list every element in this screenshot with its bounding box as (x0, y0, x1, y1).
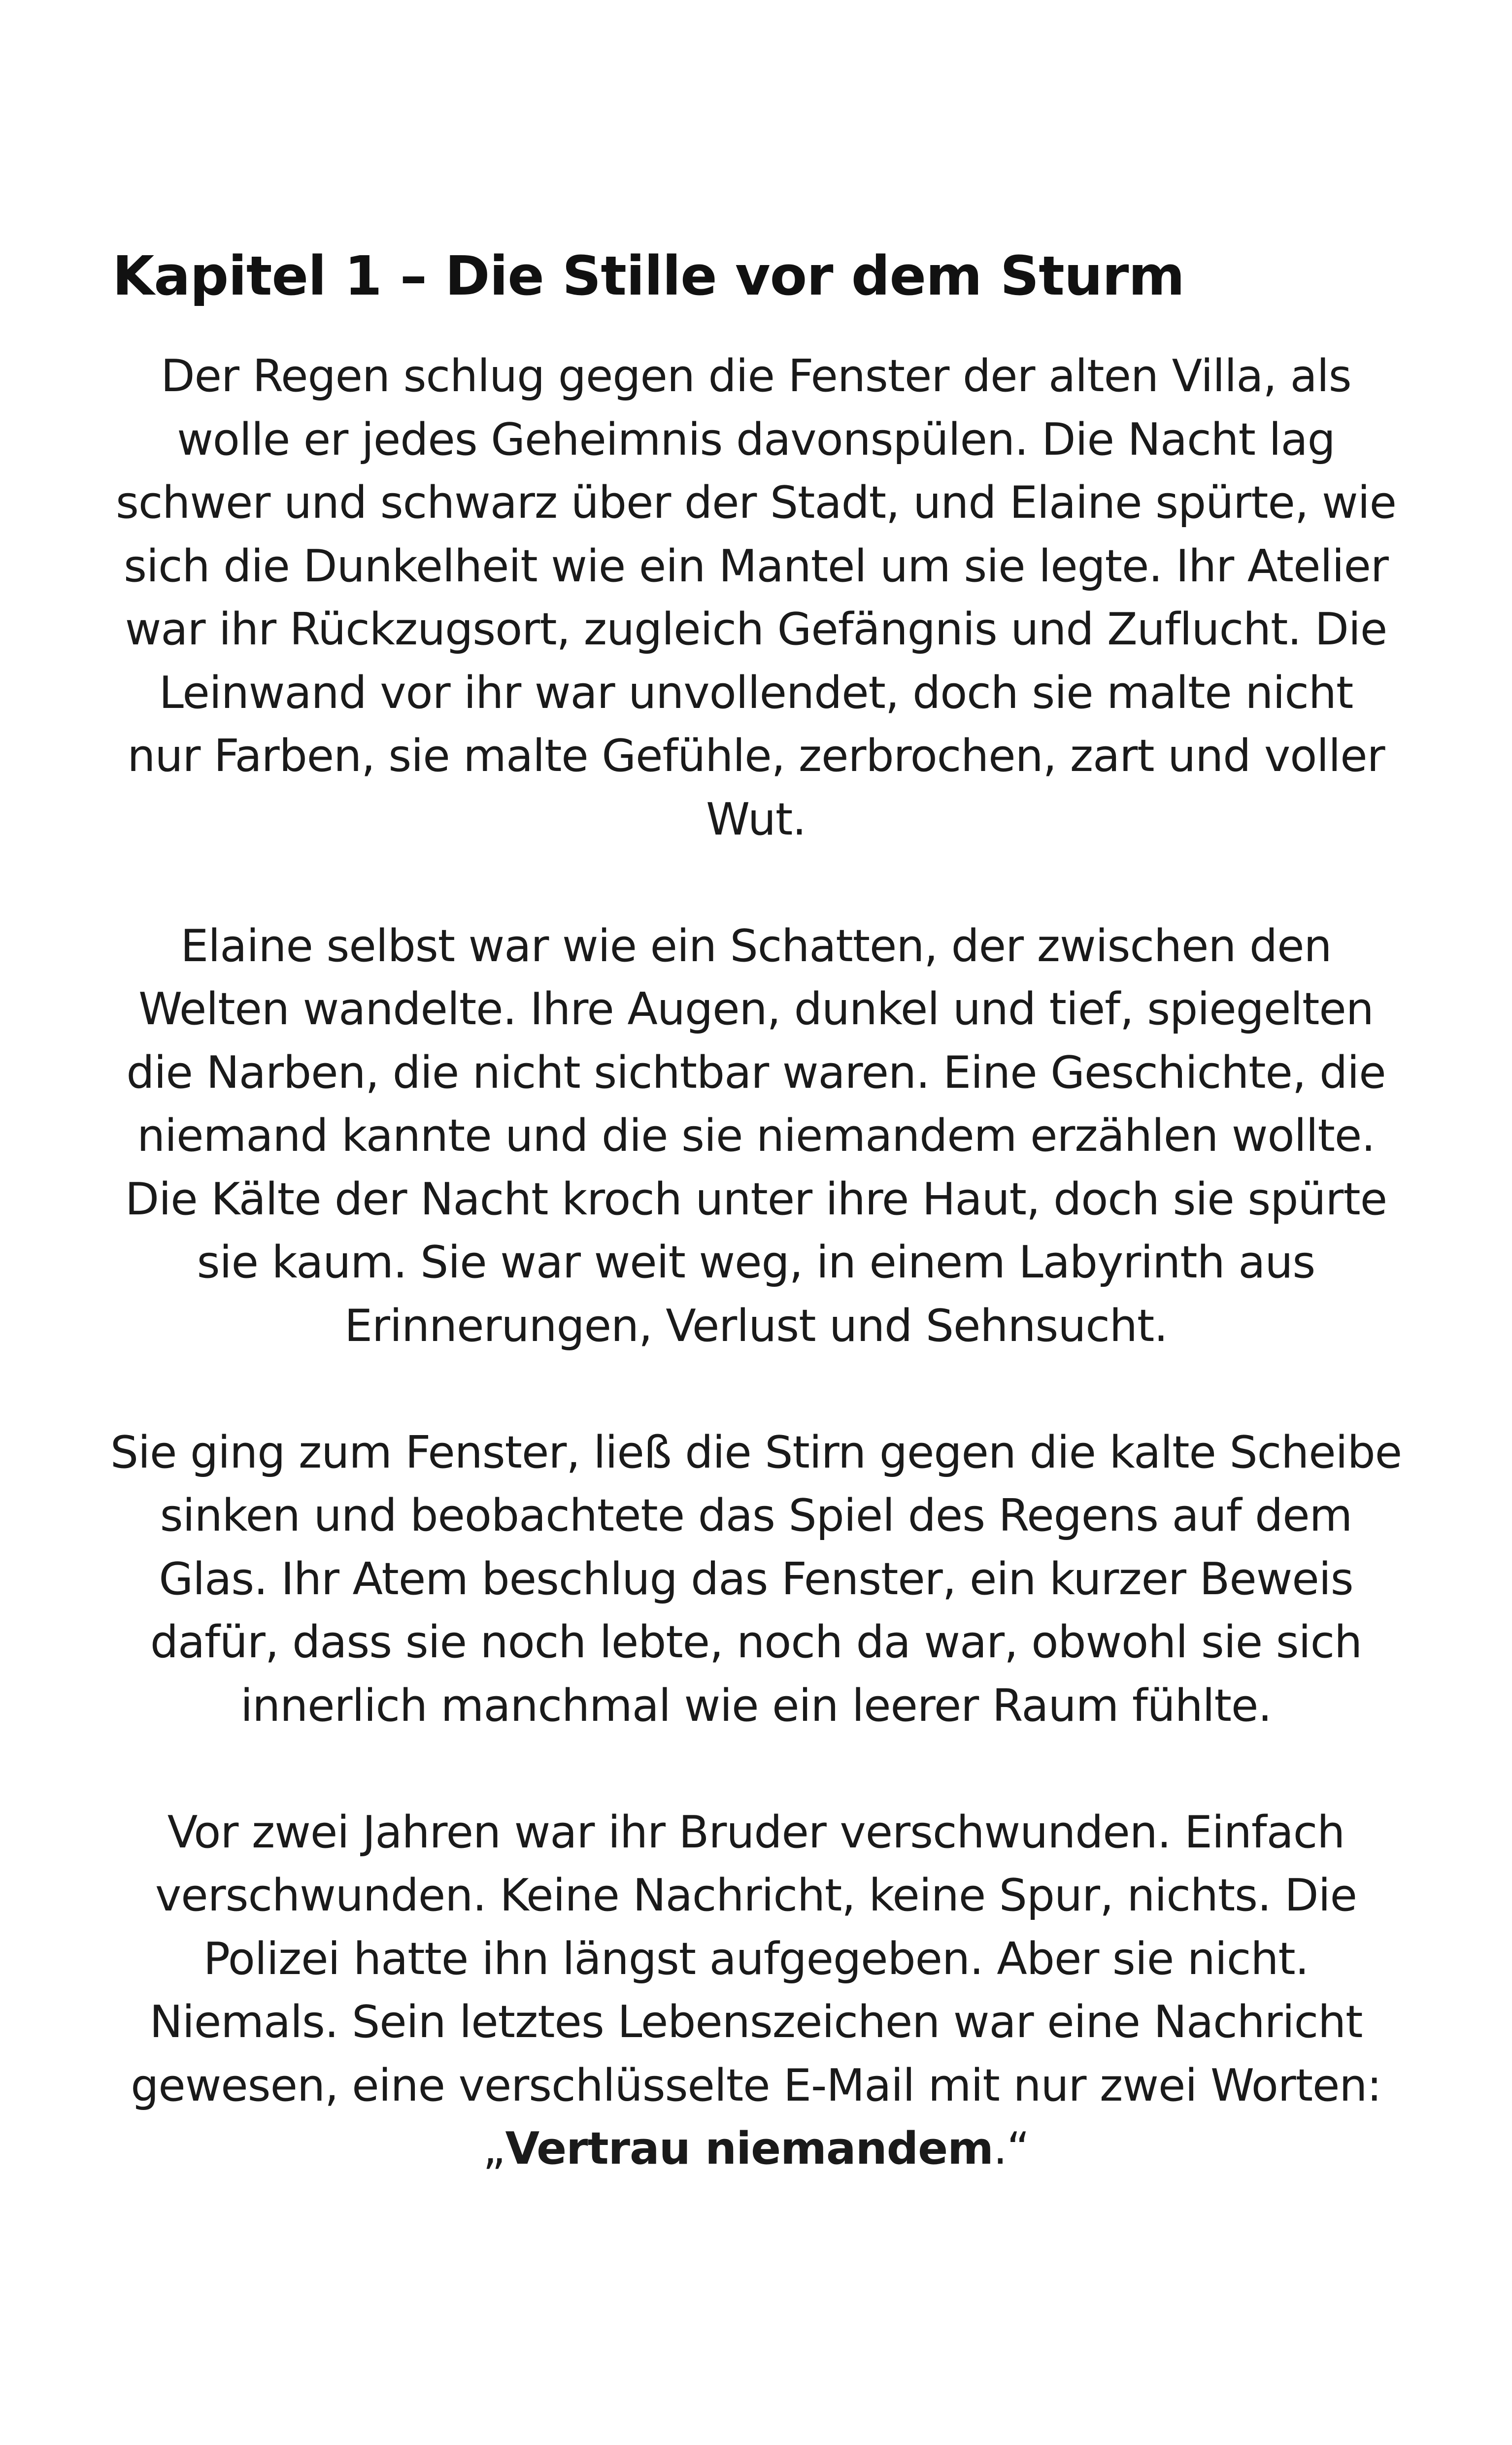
text-line: schwer und schwarz über der Stadt, und Elaine spürte, wie (115, 477, 1397, 529)
text-line: sich die Dunkelheit wie ein Mantel um sie legte. Ihr Atelier (124, 540, 1388, 592)
text-line: dafür, dass sie noch lebte, noch da war, obwohl sie sich (150, 1616, 1362, 1668)
text-line: wolle er jedes Geheimnis davonspülen. Die Nacht lag (177, 413, 1335, 466)
text-line: Vor zwei Jahren war ihr Bruder verschwunden. Einfach (167, 1806, 1345, 1858)
open-quote: „ (482, 2123, 505, 2175)
paragraph (99, 345, 1413, 851)
text-line: Der Regen schlug gegen die Fenster der alten Villa, als (161, 350, 1351, 402)
text-line: Leinwand vor ihr war unvollendet, doch sie malte nicht (159, 667, 1353, 719)
text-line: sie kaum. Sie war weit weg, in einem Labyrinth aus (197, 1237, 1315, 1288)
chapter-title: Kapitel 1 – Die Stille vor dem Sturm (112, 244, 1185, 307)
paragraph (99, 915, 1413, 1358)
text-line: war ihr Rückzugsort, zugleich Gefängnis und Zuflucht. Die (125, 603, 1387, 655)
close-quote: .“ (993, 2123, 1030, 2175)
text-line: Sie ging zum Fenster, ließ die Stirn gegen die kalte Scheibe (110, 1426, 1402, 1478)
paragraph (99, 1421, 1413, 1738)
text-line: innerlich manchmal wie ein leerer Raum fühlte. (240, 1679, 1272, 1732)
text-line: verschwunden. Keine Nachricht, keine Spur, nichts. Die (155, 1870, 1357, 1921)
text-line: Elaine selbst war wie ein Schatten, der zwischen den (180, 920, 1332, 972)
text-line: niemand kannte und die sie niemandem erzählen wollte. (137, 1110, 1375, 1162)
text-line: Welten wandelte. Ihre Augen, dunkel und tief, spiegelten (138, 983, 1374, 1035)
text-line: Erinnerungen, Verlust und Sehnsucht. (344, 1300, 1168, 1352)
text-line: Glas. Ihr Atem beschlug das Fenster, ein kurzer Beweis (159, 1553, 1353, 1605)
text-line: gewesen, eine verschlüsselte E-Mail mit nur zwei Worten: (131, 2059, 1381, 2111)
closing-line (99, 2117, 1413, 2181)
text-line: Niemals. Sein letztes Lebenszeichen war eine Nachricht (149, 1996, 1363, 2048)
chapter-body (99, 345, 1413, 2244)
text-line: nur Farben, sie malte Gefühle, zerbrochen, zart und voller (127, 730, 1385, 782)
paragraph (99, 1801, 1413, 2181)
text-line: Wut. (706, 793, 806, 845)
text-line: die Narben, die nicht sichtbar waren. Eine Geschichte, die (126, 1046, 1386, 1099)
text-line: sinken und beobachtete das Spiel des Regens auf dem (160, 1490, 1352, 1541)
emphasized-phrase: Vertrau niemandem (505, 2123, 993, 2175)
text-line: Polizei hatte ihn längst aufgegeben. Aber sie nicht. (203, 1933, 1309, 1985)
text-line: Die Kälte der Nacht kroch unter ihre Haut, doch sie spürte (125, 1173, 1387, 1225)
